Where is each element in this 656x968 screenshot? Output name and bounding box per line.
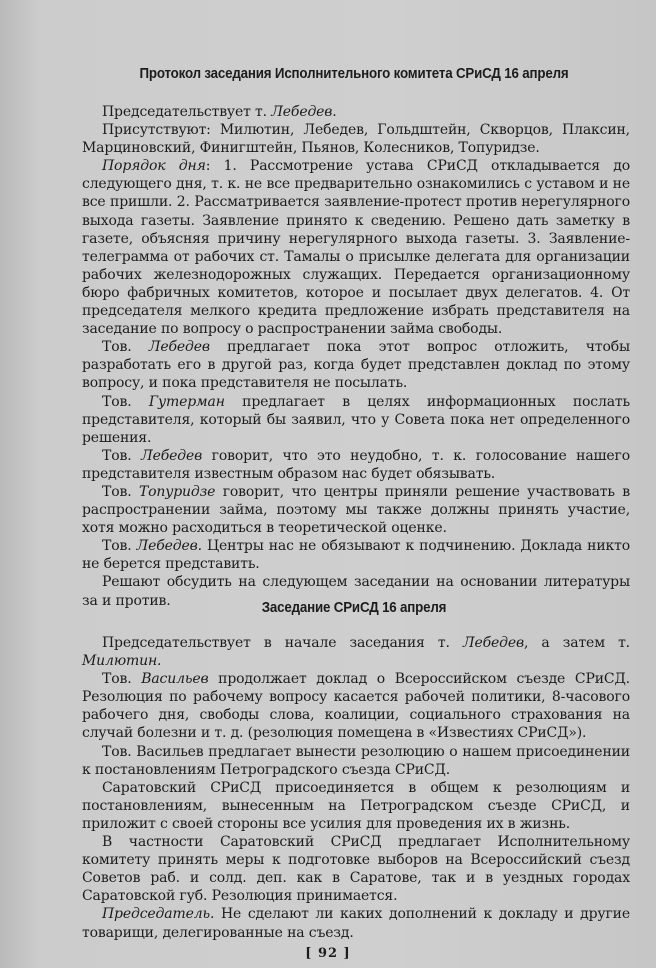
chair-paragraph: Председательствует т. Лебедев. bbox=[102, 104, 337, 120]
protocol-section bbox=[82, 103, 630, 610]
page-number: [ 92 ] bbox=[305, 946, 351, 961]
chairman-paragraph: Председатель. Не сделают ли каких дополнений к докладу и другие товарищи, делегированные на съезд. bbox=[82, 906, 630, 941]
protocol-heading: Протокол заседания Исполнительного комитета СРиСД 16 апреля bbox=[139, 66, 569, 82]
vasiliev-report-paragraph: Тов. Васильев продолжает доклад о Всероссийском съезде СРиСД. Резолюция по рабочему вопросу касается рабочей политики, 8-часового рабочего дня, свободы слова, коалиции, социального страхования на случай болезни и т. д. (резолюция помещена в «Известиях СРиСД»). bbox=[82, 671, 630, 742]
guterman-proposal-paragraph: Тов. Гутерман предлагает в целях информационных послать представителя, который бы заявил, что у Совета пока нет определенного решения. bbox=[82, 393, 630, 446]
saratov-resolution-paragraph: Саратовский СРиСД присоединяется в общем к резолюциям и постановлениям, вынесенным на Петроградском съезде СРиСД, и приложит с своей стороны все усилия для проведения их в жизнь. bbox=[82, 779, 630, 832]
session-heading: Заседание СРиСД 16 апреля bbox=[261, 600, 447, 616]
elections-paragraph: В частности Саратовский СРиСД предлагает Исполнительному комитету принять меры к подготовке выборов на Всероссийский съезд Советов раб. и солд. деп. как в Саратове, так и в уездных городах Саратовской губ. Резолюция принимается. bbox=[82, 834, 630, 905]
lebedev-reply-paragraph: Тов. Лебедев. Центры нас не обязывают к подчинению. Доклада никто не берется представить. bbox=[82, 538, 630, 573]
session-section bbox=[82, 634, 630, 942]
lebedev-proposal-paragraph: Тов. Лебедев предлагает пока этот вопрос отложить, чтобы разработать его в другой раз, когда будет представлен доклад по этому вопросу, и пока представителя не посылать. bbox=[82, 339, 630, 392]
session-chair-paragraph: Председательствует в начале заседания т. Лебедев, а затем т. Милютин. bbox=[82, 635, 630, 670]
vasiliev-proposal-paragraph: Тов. Васильев предлагает вынести резолюцию о нашем присоединении к постановлениям Петроградского съезда СРиСД. bbox=[82, 743, 630, 778]
topuridze-paragraph: Тов. Топуридзе говорит, что центры приняли решение участвовать в распространении займа, поэтому мы также должны принять участие, хотя можно расходиться в теоретической оценке. bbox=[82, 483, 630, 537]
agenda-paragraph: Порядок дня: 1. Рассмотрение устава СРиСД откладывается до следующего дня, т. к. не все предварительно ознакомились с уставом и не все пришли. 2. Рассматривается заявление-протест против нерегулярного выхода газеты. Заявление принято к сведению. Решено дать заметку в газете, объясняя причину нерегулярного выхода газеты. 3. Заявление-телеграмма от рабочих ст. Тамалы о присылке делегата для организации рабочих железнодорожных служащих. Передается организационному бюро фабричных комитетов, которое и посылает двух делегатов. 4. От председателя мелкого кредита предложение избрать представителя на заседание по вопросу о распространении займа свободы. bbox=[82, 158, 630, 338]
decision-paragraph: Решают обсудить на следующем заседании на основании литературы за и против. bbox=[82, 574, 630, 609]
lebedev-objection-paragraph: Тов. Лебедев говорит, что это неудобно, т. к. голосование нашего представителя известным образом нас будет обязывать. bbox=[82, 447, 630, 482]
attendees-paragraph: Присутствуют: Милютин, Лебедев, Гольдштейн, Скворцов, Плаксин, Марциновский, Финигштейн, Пьянов, Колесников, Топуридзе. bbox=[82, 122, 630, 157]
